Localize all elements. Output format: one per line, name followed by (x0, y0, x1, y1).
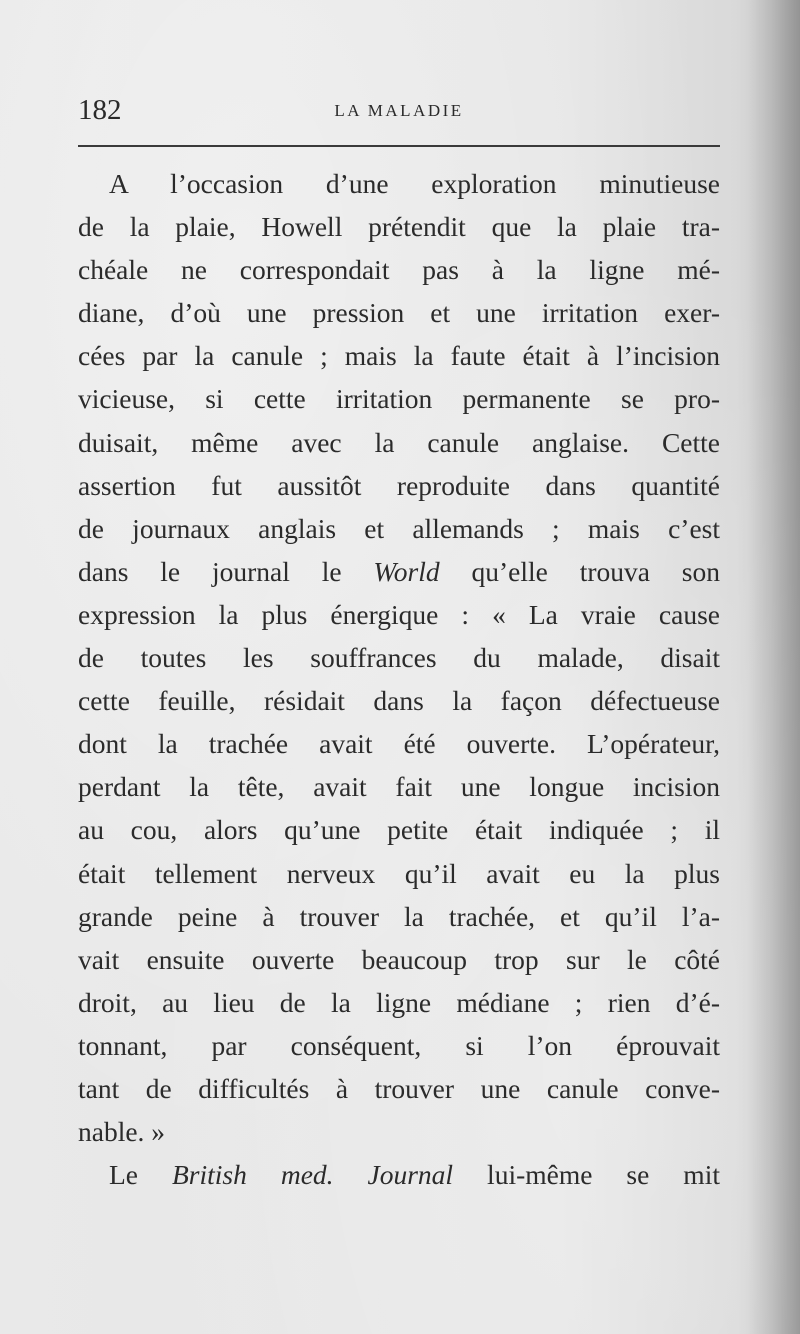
text-line: droit, au lieu de la ligne médiane ; rien d’é- (78, 986, 720, 1018)
text-line: tant de difficultés à trouver une canule conve- (78, 1072, 720, 1104)
text-line: grande peine à trouver la trachée, et qu’il l’a- (78, 900, 720, 932)
page-number: 182 (78, 94, 122, 126)
text-line: diane, d’où une pression et une irritation exer- (78, 297, 720, 329)
text-line: perdant la tête, avait fait une longue incision (78, 771, 720, 803)
header-rule (78, 145, 720, 147)
text-line: cette feuille, résidait dans la façon défectueuse (78, 685, 720, 717)
text-segment: Le (109, 1159, 172, 1191)
text-segment: qu’elle trouva son (439, 555, 720, 587)
text-line: vait ensuite ouverte beaucoup trop sur le côté (78, 943, 720, 975)
text-line: tonnant, par conséquent, si l’on éprouvait (78, 1029, 720, 1061)
text-line: nable. » (78, 1116, 166, 1148)
text-line: duisait, même avec la canule anglaise. Cette (78, 426, 720, 458)
text-line: chéale ne correspondait pas à la ligne mé- (78, 254, 720, 286)
text-line: A l’occasion d’une exploration minutieuse (109, 168, 720, 199)
text-segment: dans le journal le (78, 555, 374, 587)
text-line: vicieuse, si cette irritation permanente se pro- (78, 383, 720, 415)
text-line: était tellement nerveux qu’il avait eu la plus (78, 857, 720, 889)
page-header (78, 92, 720, 132)
text-line-with-italic (78, 1153, 720, 1196)
text-line: dont la trachée avait été ouverte. L’opérateur, (78, 728, 720, 760)
text-line: de journaux anglais et allemands ; mais c’est (78, 512, 720, 544)
text-line: de la plaie, Howell prétendit que la plaie tra- (78, 211, 720, 243)
text-segment: lui-même se mit (453, 1159, 720, 1191)
text-line: assertion fut aussitôt reproduite dans quantité (78, 469, 720, 501)
page-edge-shadow (748, 0, 800, 1334)
italic-title-british-med-journal: British med. Journal (172, 1159, 454, 1191)
text-line: expression la plus énergique : « La vraie cause (78, 598, 720, 630)
italic-title-world: World (373, 555, 440, 587)
text-line: de toutes les souffrances du malade, disait (78, 642, 720, 674)
text-line-with-italic (78, 550, 720, 593)
running-head: LA MALADIE (334, 101, 464, 120)
body-text (78, 162, 720, 1196)
text-line: au cou, alors qu’une petite était indiquée ; il (78, 814, 720, 846)
text-line: cées par la canule ; mais la faute était à l’incision (78, 340, 720, 372)
